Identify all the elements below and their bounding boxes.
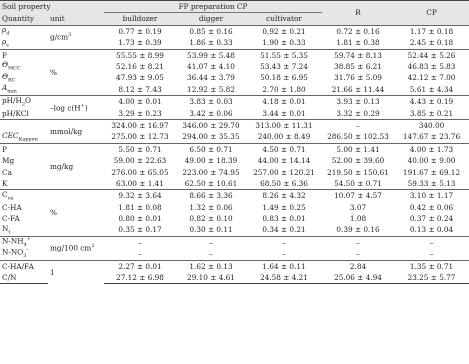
value-cell: 276.00 ± 65.05 <box>111 167 169 177</box>
value-cell: 3.85 ± 0.21 <box>409 108 454 118</box>
value-cell: 46.83 ± 5.83 <box>407 62 456 71</box>
value-cell: 2.45 ± 0.18 <box>409 38 454 48</box>
quantity-cell: $C_{ox}$ <box>0 190 48 202</box>
value-cell: 1.86 ± 0.33 <box>189 38 233 48</box>
quantity-cell: $pH/H_2O$ <box>0 96 48 108</box>
value-cell: 29.10 ± 4.61 <box>176 272 246 284</box>
value-cell: – <box>356 249 360 259</box>
value-cell: 42.12 ± 7.00 <box>407 73 456 83</box>
quantity-cell: $\rho_d$ <box>0 25 48 37</box>
table-row <box>0 25 469 37</box>
value-cell: 1.64 ± 0.11 <box>246 260 322 272</box>
value-cell: 52.16 ± 8.21 <box>116 62 164 71</box>
value-cell: 0.34 ± 0.21 <box>262 225 306 235</box>
header-fp-preparation: FP preparation CP <box>104 1 322 13</box>
value-cell: 147.67 ± 23.76 <box>402 132 461 142</box>
value-cell: 12.92 ± 5.82 <box>187 84 235 94</box>
value-cell: 68.50 ± 6.36 <box>260 178 308 188</box>
value-cell: 1.08 <box>349 214 367 224</box>
value-cell: 0.35 ± 0.17 <box>118 225 162 235</box>
value-cell: 2.27 ± 0.01 <box>104 260 176 272</box>
value-cell: 59.00 ± 22.63 <box>113 156 167 166</box>
quantity-cell: Ca <box>2 167 12 177</box>
value-cell: 313.00 ± 11.31 <box>246 119 322 131</box>
value-cell: 3.07 <box>349 202 367 212</box>
quantity-cell: C-HA/FA <box>0 260 48 272</box>
value-cell: 3.32 ± 0.29 <box>336 108 380 118</box>
value-cell: 5.50 ± 0.71 <box>104 143 176 155</box>
value-cell: 0.83 ± 0.01 <box>262 214 306 224</box>
value-cell: 0.85 ± 0.16 <box>176 25 246 37</box>
value-cell: – <box>394 236 469 248</box>
unit-cell: –log c(H+) <box>48 96 104 120</box>
header-bulldozer: bulldozer <box>104 13 176 25</box>
quantity-cell: P <box>0 49 48 61</box>
value-cell: 9.32 ± 3.64 <box>104 190 176 202</box>
value-cell: – <box>104 236 176 248</box>
value-cell: 41.07 ± 4.10 <box>187 62 235 71</box>
value-cell: 3.42 ± 0.06 <box>189 108 233 118</box>
value-cell: – <box>138 249 142 259</box>
value-cell: 53.43 ± 7.24 <box>260 62 308 71</box>
value-cell: 1.35 ± 0.71 <box>394 260 469 272</box>
quantity-cell: $\rho_s$ <box>2 36 9 49</box>
header-digger: digger <box>176 13 246 25</box>
table-row <box>0 236 469 248</box>
value-cell: 5.00 ± 1.41 <box>322 143 394 155</box>
value-cell: 2.70 ± 1.80 <box>262 84 306 94</box>
quantity-cell: P <box>0 143 48 155</box>
quantity-cell: $\Theta_{RC}$ <box>2 71 16 84</box>
value-cell: 3.93 ± 0.13 <box>322 96 394 108</box>
value-cell: 4.00 ± 0.01 <box>104 96 176 108</box>
value-cell: 257.00 ± 120.21 <box>253 167 315 177</box>
value-cell: 240.00 ± 8.49 <box>257 132 311 142</box>
value-cell: 0.77 ± 0.19 <box>104 25 176 37</box>
value-cell: 294.00 ± 35.35 <box>182 132 240 142</box>
quantity-cell: $N-NH_4^+$ <box>0 236 48 248</box>
value-cell: 219.50 ± 150.61 <box>327 167 389 177</box>
value-cell: 3.10 ± 1.17 <box>394 190 469 202</box>
value-cell: – <box>322 119 394 131</box>
quantity-cell: C-HA <box>2 202 22 212</box>
value-cell: 0.80 ± 0.01 <box>118 214 162 224</box>
table-row <box>0 49 469 61</box>
value-cell: – <box>246 236 322 248</box>
quantity-cell: pH/KCl <box>2 108 29 118</box>
unit-cell: mg/100 $cm^2$ <box>48 236 104 260</box>
value-cell: 0.13 ± 0.04 <box>409 225 454 235</box>
header-unit: unit <box>48 13 104 25</box>
value-cell: 40.00 ± 9.00 <box>407 156 456 166</box>
value-cell: 27.12 ± 6.98 <box>104 272 176 284</box>
value-cell: 286.50 ± 102.53 <box>327 132 389 142</box>
value-cell: 1.81 ± 0.08 <box>118 202 162 212</box>
value-cell: 24.58 ± 4.21 <box>246 272 322 284</box>
value-cell: 0.39 ± 0.16 <box>336 225 380 235</box>
value-cell: 49.00 ± 18.39 <box>184 156 238 166</box>
value-cell: 50.18 ± 6.95 <box>260 73 308 83</box>
value-cell: 38.85 ± 6.21 <box>334 62 382 71</box>
value-cell: 1.62 ± 0.13 <box>176 260 246 272</box>
unit-cell: mg/kg <box>48 143 104 190</box>
value-cell: 340.00 <box>394 119 469 131</box>
header-cultivator: cultivator <box>246 13 322 25</box>
value-cell: – <box>322 236 394 248</box>
unit-cell: % <box>48 190 104 237</box>
value-cell: 223.00 ± 74.95 <box>182 167 240 177</box>
value-cell: 1.49 ± 0.25 <box>262 202 306 212</box>
value-cell: 55.55 ± 8.99 <box>104 49 176 61</box>
value-cell: 4.00 ± 1.73 <box>394 143 469 155</box>
value-cell: 0.72 ± 0.16 <box>322 25 394 37</box>
table-row <box>0 143 469 155</box>
value-cell: 53.99 ± 5.48 <box>176 49 246 61</box>
quantity-cell <box>0 119 48 131</box>
value-cell: 6.50 ± 0.71 <box>176 143 246 155</box>
value-cell: 0.37 ± 0.24 <box>409 214 454 224</box>
value-cell: 62.50 ± 10.61 <box>184 178 238 188</box>
header-quantity: Quantity <box>0 13 48 25</box>
value-cell: 3.44 ± 0.01 <box>262 108 306 118</box>
header-cp: CP <box>394 1 469 26</box>
value-cell: 31.76 ± 5.09 <box>334 73 382 83</box>
value-cell: 4.50 ± 0.71 <box>246 143 322 155</box>
value-cell: 3.29 ± 0.23 <box>118 108 162 118</box>
value-cell: 3.83 ± 0.03 <box>176 96 246 108</box>
value-cell: 2.84 <box>322 260 394 272</box>
value-cell: 275.00 ± 12.73 <box>111 132 169 142</box>
value-cell: 59.33 ± 5.13 <box>407 178 456 188</box>
value-cell: 5.61 ± 4.34 <box>409 84 454 94</box>
table-row <box>0 190 469 202</box>
value-cell: 47.93 ± 9.05 <box>116 73 164 83</box>
value-cell: – <box>176 236 246 248</box>
unit-cell: $g/cm^3$ <box>48 25 104 49</box>
value-cell: 346.00 ± 29.70 <box>176 119 246 131</box>
value-cell: 59.74 ± 8.13 <box>322 49 394 61</box>
value-cell: 23.25 ± 5.77 <box>394 272 469 284</box>
value-cell: 4.18 ± 0.01 <box>246 96 322 108</box>
value-cell: 0.42 ± 0.06 <box>409 202 454 212</box>
value-cell: 324.00 ± 16.97 <box>104 119 176 131</box>
header-soil-property: Soil property <box>0 1 104 13</box>
value-cell: – <box>209 249 213 259</box>
quantity-cell: $N-NO_3^-$ <box>2 247 29 260</box>
value-cell: 1.32 ± 0.06 <box>189 202 233 212</box>
quantity-cell: C-FA <box>2 214 20 224</box>
unit-cell: 1 <box>48 260 104 284</box>
table-row <box>0 96 469 108</box>
value-cell: 4.43 ± 0.19 <box>394 96 469 108</box>
unit-cell: % <box>48 49 104 96</box>
table-body <box>0 25 469 284</box>
header-r: R <box>322 1 394 26</box>
value-cell: 1.81 ± 0.38 <box>336 38 380 48</box>
value-cell: – <box>282 249 286 259</box>
value-cell: 21.66 ± 11.44 <box>331 84 385 94</box>
quantity-cell: C/N <box>0 272 48 284</box>
value-cell: 63.00 ± 1.41 <box>116 178 164 188</box>
unit-cell: mmol/kg <box>48 119 104 143</box>
value-cell: – <box>429 249 434 259</box>
table-row <box>0 119 469 131</box>
value-cell: 8.66 ± 3.36 <box>176 190 246 202</box>
value-cell: 1.73 ± 0.39 <box>118 38 162 48</box>
value-cell: 54.50 ± 0.71 <box>334 178 382 188</box>
value-cell: 44.00 ± 14.14 <box>257 156 311 166</box>
value-cell: 10.07 ± 4.57 <box>322 190 394 202</box>
table-row <box>0 260 469 272</box>
value-cell: 8.26 ± 4.32 <box>246 190 322 202</box>
value-cell: 52.00 ± 39.60 <box>331 156 385 166</box>
value-cell: 36.44 ± 3.79 <box>187 73 235 83</box>
value-cell: 191.67 ± 69.12 <box>402 167 461 177</box>
quantity-cell: $A_{min}$ <box>2 83 17 95</box>
value-cell: 0.30 ± 0.11 <box>189 225 233 235</box>
value-cell: 0.82 ± 0.10 <box>189 214 233 224</box>
value-cell: 1.17 ± 0.18 <box>394 25 469 37</box>
value-cell: 25.06 ± 4.94 <box>322 272 394 284</box>
quantity-cell: K <box>2 178 8 188</box>
quantity-cell: $N_t$ <box>2 223 11 236</box>
value-cell: 52.44 ± 5.26 <box>394 49 469 61</box>
value-cell: 1.90 ± 0.33 <box>262 38 306 48</box>
quantity-cell: $CEC_{Kappen}$ <box>2 130 38 143</box>
value-cell: 51.55 ± 5.35 <box>246 49 322 61</box>
quantity-cell: Mg <box>2 156 15 166</box>
value-cell: 0.92 ± 0.21 <box>246 25 322 37</box>
quantity-cell: $\Theta_{MCC}$ <box>2 60 21 72</box>
value-cell: 8.12 ± 7.43 <box>118 84 162 94</box>
